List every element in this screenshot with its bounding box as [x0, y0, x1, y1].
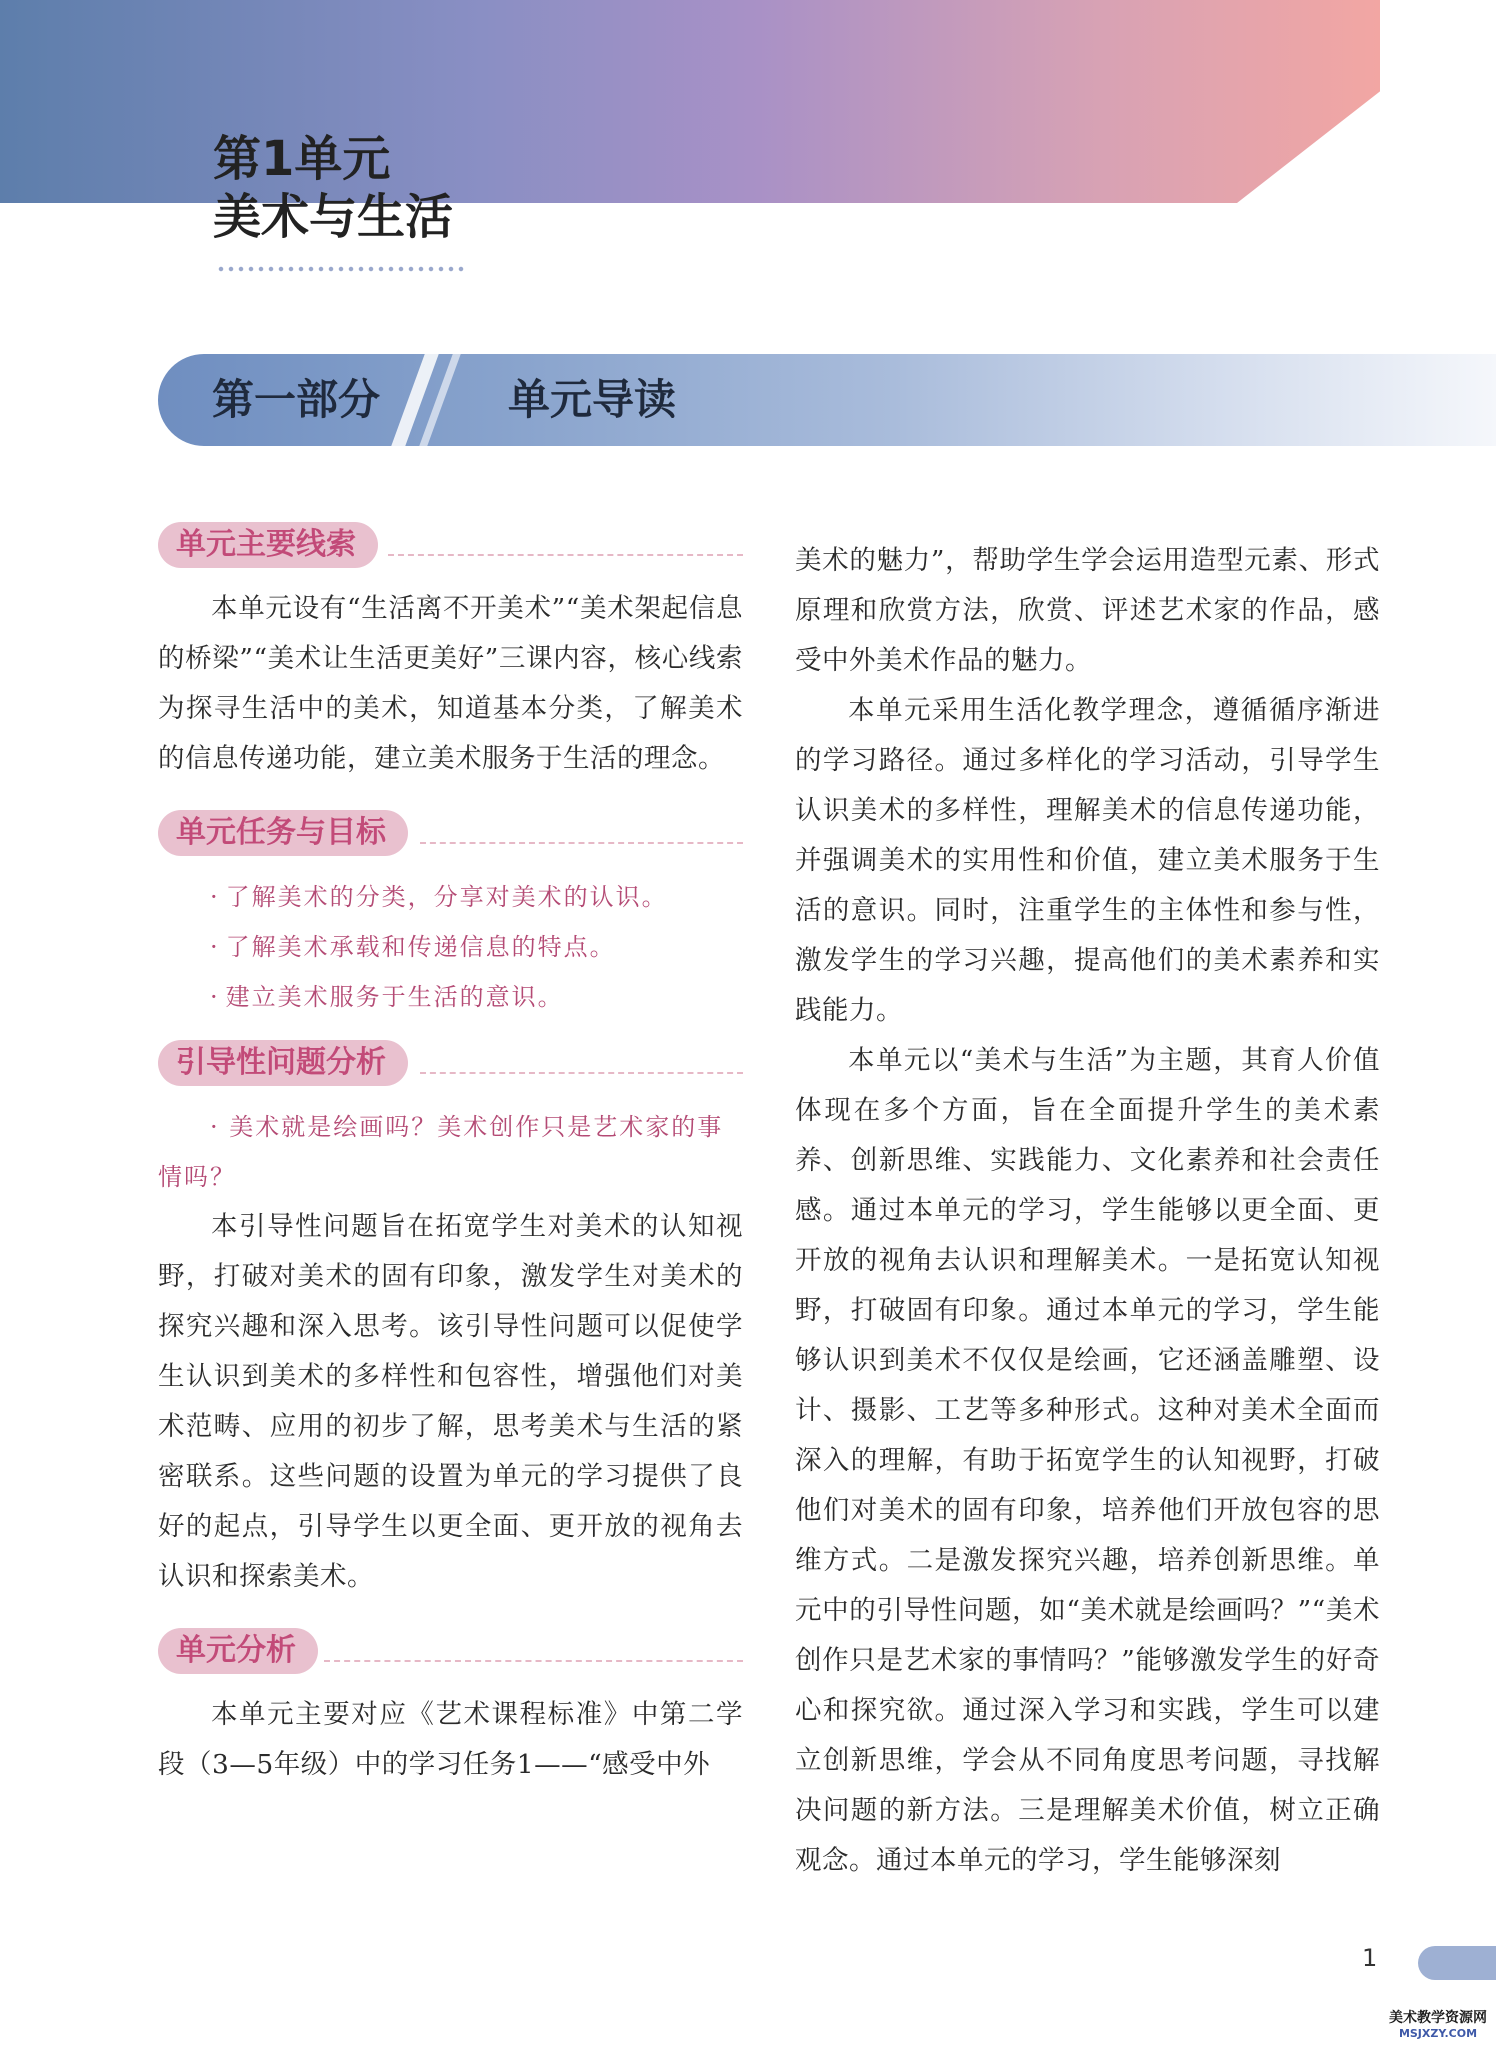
section-heading [158, 806, 743, 866]
watermark-title: 美术教学资源网 [1389, 2010, 1487, 2026]
list-item: · 了解美术承载和传递信息的特点。 [158, 922, 743, 972]
page-tab [1418, 1946, 1496, 1980]
watermark [1380, 2010, 1496, 2042]
section-title: 单元任务与目标 [158, 810, 408, 856]
paragraph: 本单元以“美术与生活”为主题，其育人价值体现在多个方面，旨在全面提升学生的美术素养、创新思维、实践能力、文化素养和社会责任感。通过本单元的学习，学生能够以更全面、更开放的视角去认识和理解美术。一是拓宽认知视野，打破固有印象。通过本单元的学习，学生能够认识到美术不仅仅是绘画，它还涵盖雕塑、设计、摄影、工艺等多种形式。这种对美术全面而深入的理解，有助于拓宽学生的认知视野，打破他们对美术的固有印象，培养他们开放包容的思维方式。二是激发探究兴趣，培养创新思维。单元中的引导性问题，如“美术就是绘画吗？”“美术创作只是艺术家的事情吗？”能够激发学生的好奇心和探究欲。通过深入学习和实践，学生可以建立创新思维，学会从不同角度思考问题，寻找解决问题的新方法。三是理解美术价值，树立正确观念。通过本单元的学习，学生能够深刻 [795, 1045, 1380, 1876]
top-banner [0, 0, 1380, 203]
dashed-rule [420, 1072, 743, 1074]
title-dotted-underline [216, 266, 464, 272]
dashed-rule [420, 842, 743, 844]
section-heading [158, 1624, 743, 1684]
list-item: · 了解美术的分类，分享对美术的认识。 [158, 872, 743, 922]
paragraph: 美术的魅力”，帮助学生学会运用造型元素、形式原理和欣赏方法，欣赏、评述艺术家的作品，感受中外美术作品的魅力。 [795, 545, 1380, 676]
section-heading [158, 518, 743, 578]
part-banner [158, 354, 1496, 446]
section-heading [158, 1036, 743, 1096]
section-title: 单元分析 [158, 1628, 318, 1674]
watermark-url: MSJXZY.COM [1398, 2027, 1478, 2040]
goal-list [158, 872, 743, 1022]
guiding-question: · 美术就是绘画吗？美术创作只是艺术家的事情吗？ [158, 1102, 743, 1202]
paragraph: 本单元采用生活化教学理念，遵循循序渐进的学习路径。通过多样化的学习活动，引导学生认识美术的多样性，理解美术的信息传递功能，并强调美术的实用性和价值，建立美术服务于生活的意识。同时，注重学生的主体性和参与性，激发学生的学习兴趣，提高他们的美术素养和实践能力。 [795, 695, 1380, 1026]
unit-title [213, 130, 453, 246]
dashed-rule [324, 1660, 743, 1662]
unit-name: 美术与生活 [213, 189, 454, 245]
paragraph: 本单元设有“生活离不开美术”“美术架起信息的桥梁”“美术让生活更美好”三课内容，核心线索为探寻生活中的美术，知道基本分类，了解美术的信息传递功能，建立美术服务于生活的理念。 [158, 593, 743, 774]
page-number: 1 [1362, 1944, 1378, 1972]
section-title: 引导性问题分析 [158, 1040, 408, 1086]
right-column [795, 536, 1380, 1886]
dashed-rule [388, 554, 743, 556]
list-item: · 建立美术服务于生活的意识。 [158, 972, 743, 1022]
paragraph: 本引导性问题旨在拓宽学生对美术的认知视野，打破对美术的固有印象，激发学生对美术的探究兴趣和深入思考。该引导性问题可以促使学生认识到美术的多样性和包容性，增强他们对美术范畴、应用的初步了解，思考美术与生活的紧密联系。这些问题的设置为单元的学习提供了良好的起点，引导学生以更全面、更开放的视角去认识和探索美术。 [158, 1211, 743, 1592]
section-title: 单元主要线索 [158, 522, 378, 568]
paragraph: 本单元主要对应《艺术课程标准》中第二学段（3—5年级）中的学习任务1——“感受中外 [158, 1699, 743, 1780]
left-column [158, 518, 743, 1790]
section-label: 单元导读 [508, 375, 677, 424]
part-label: 第一部分 [212, 375, 381, 424]
unit-number: 第1单元 [213, 131, 391, 187]
